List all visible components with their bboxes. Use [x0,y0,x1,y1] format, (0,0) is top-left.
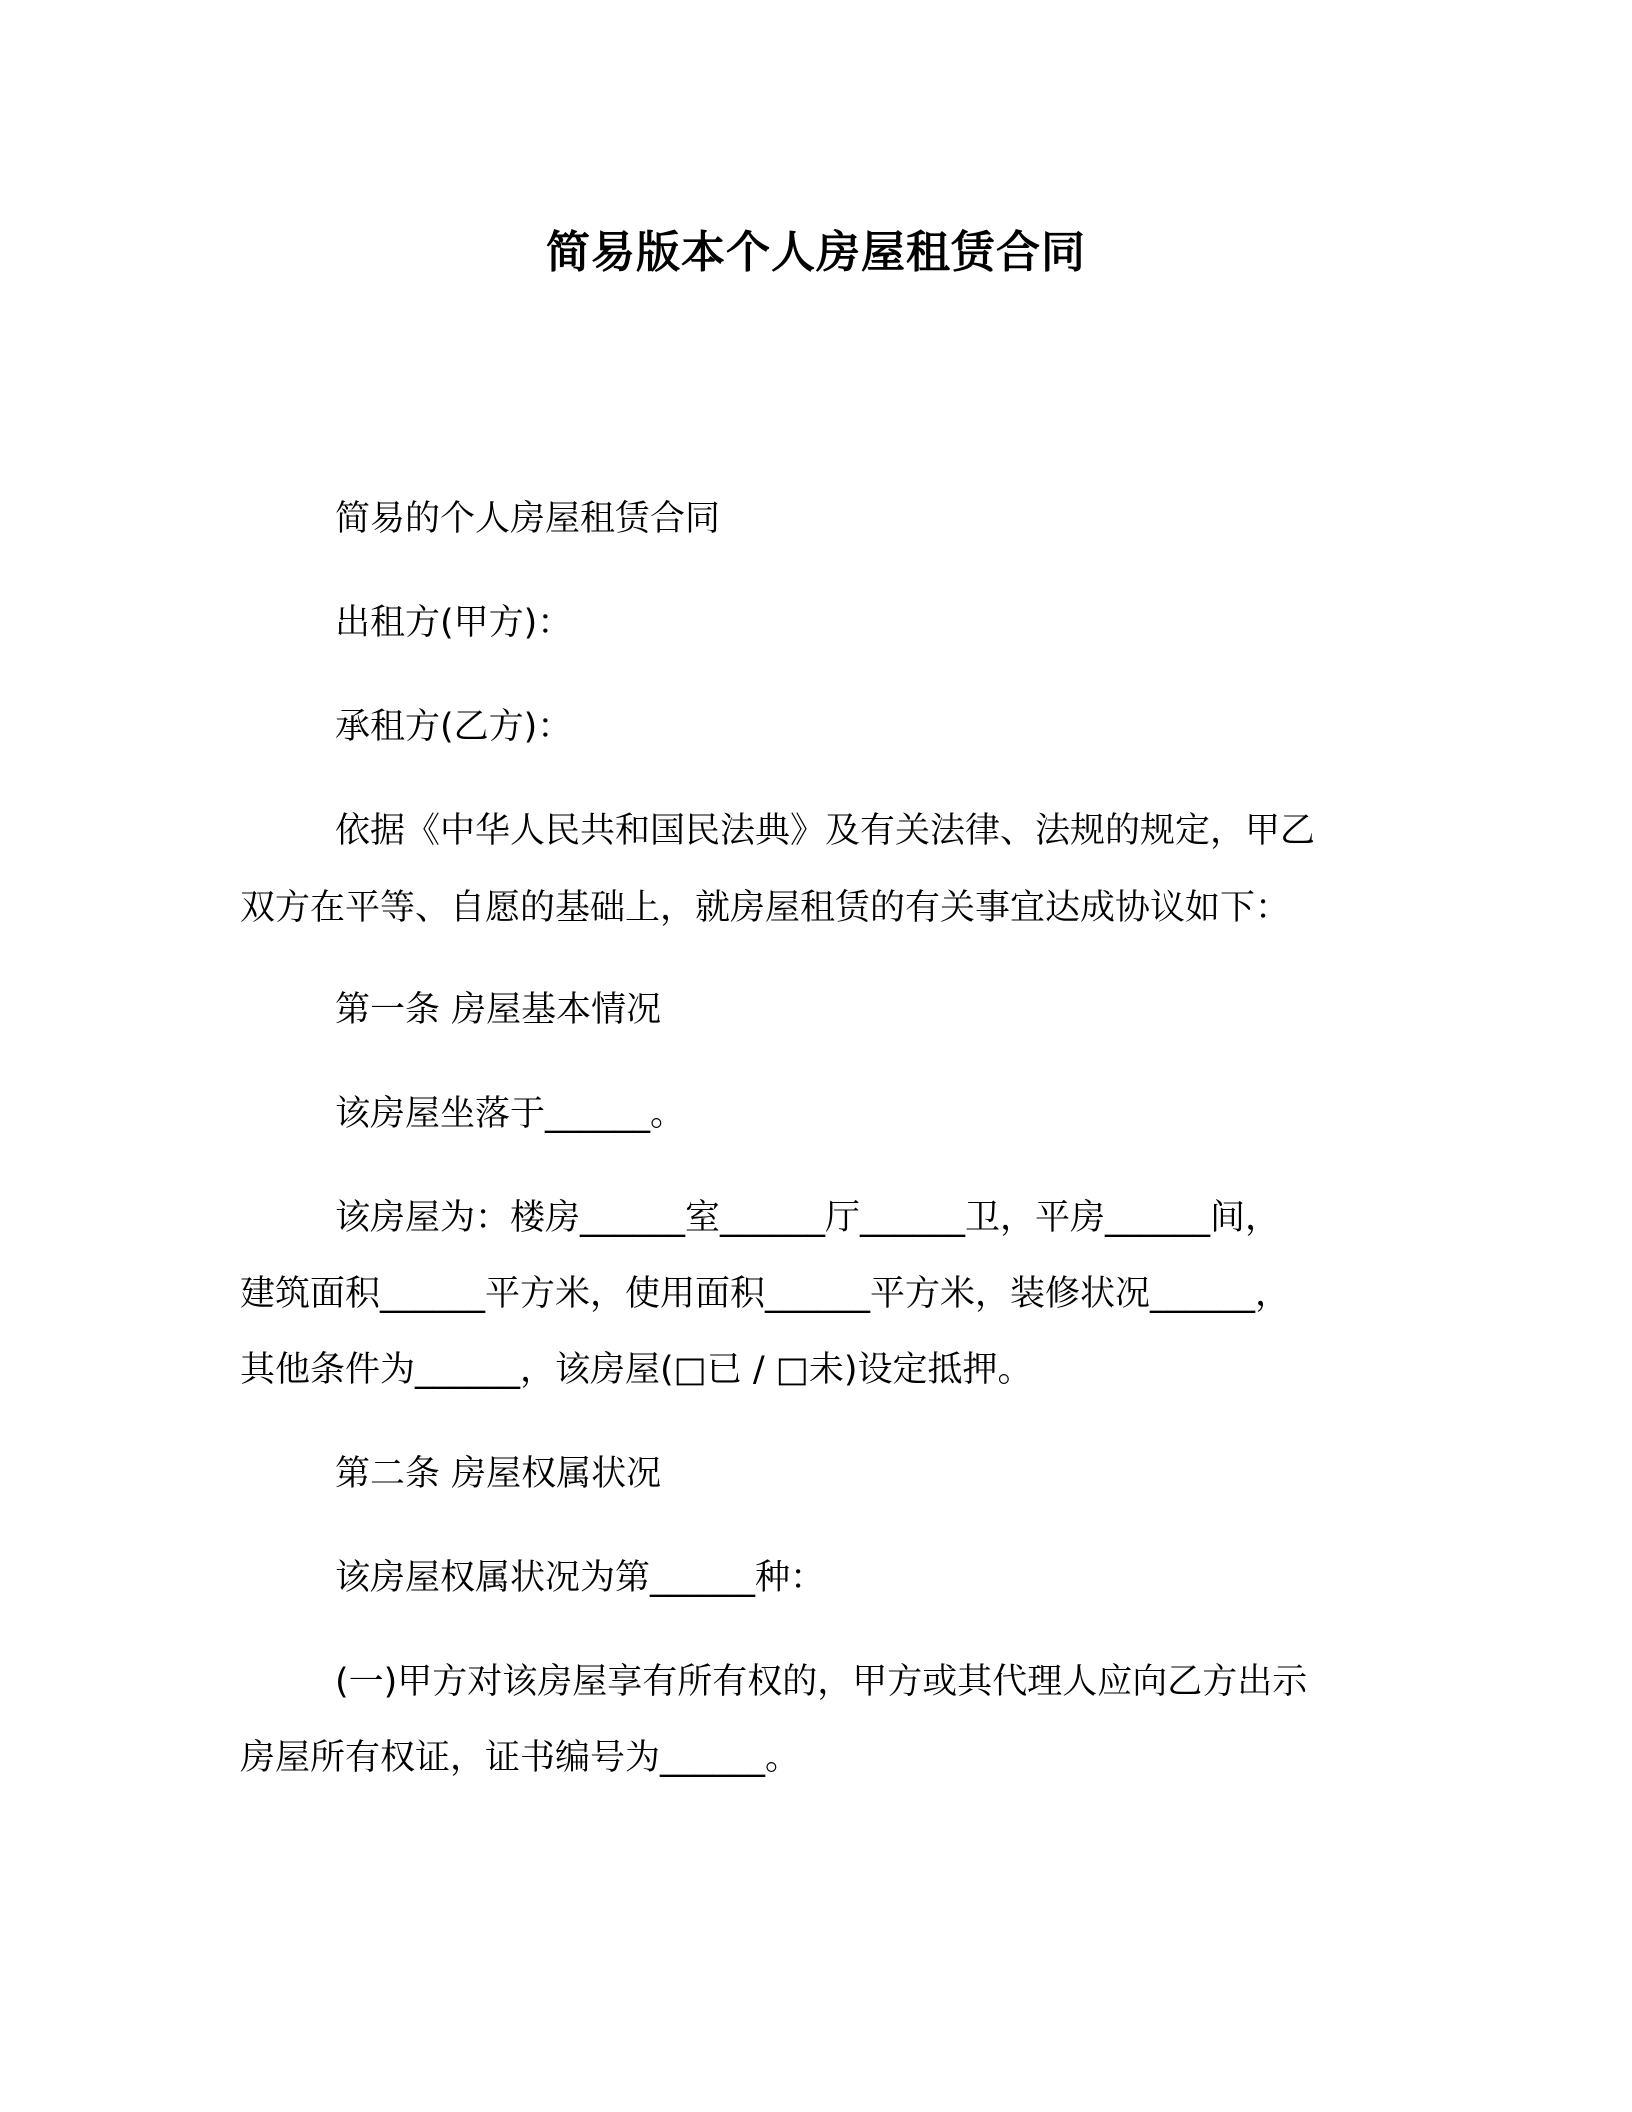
document-title: 简易版本个人房屋租赁合同 [546,227,1086,278]
article-2-heading: 第二条 房屋权属状况 [335,1454,662,1494]
article-1-location: 该房屋坐落于______。 [335,1094,686,1134]
lessee-line: 承租方(乙方)： [335,707,573,747]
article-2-clause-1-line-1: (一)甲方对该房屋享有所有权的，甲方或其代理人应向乙方出示 [335,1662,1308,1702]
preamble-line-2: 双方在平等、自愿的基础上，就房屋租赁的有关事宜达成协议如下： [240,888,1291,928]
article-2-status: 该房屋权属状况为第______种： [335,1558,826,1598]
preamble-line-1: 依据《中华人民共和国民法典》及有关法律、法规的规定，甲乙 [335,811,1316,851]
article-1-detail-line-1: 该房屋为：楼房______室______厅______卫，平房______间， [335,1198,1281,1238]
article-1-detail-line-2: 建筑面积______平方米，使用面积______平方米，装修状况______， [240,1274,1291,1314]
lessor-line: 出租方(甲方)： [335,603,573,643]
article-1-detail-line-3: 其他条件为______，该房屋(□已 / □未)设定抵押。 [240,1350,1033,1390]
article-2-clause-1-line-2: 房屋所有权证，证书编号为______。 [240,1738,801,1778]
contract-subtitle: 简易的个人房屋租赁合同 [335,499,721,539]
article-1-heading: 第一条 房屋基本情况 [335,990,662,1030]
